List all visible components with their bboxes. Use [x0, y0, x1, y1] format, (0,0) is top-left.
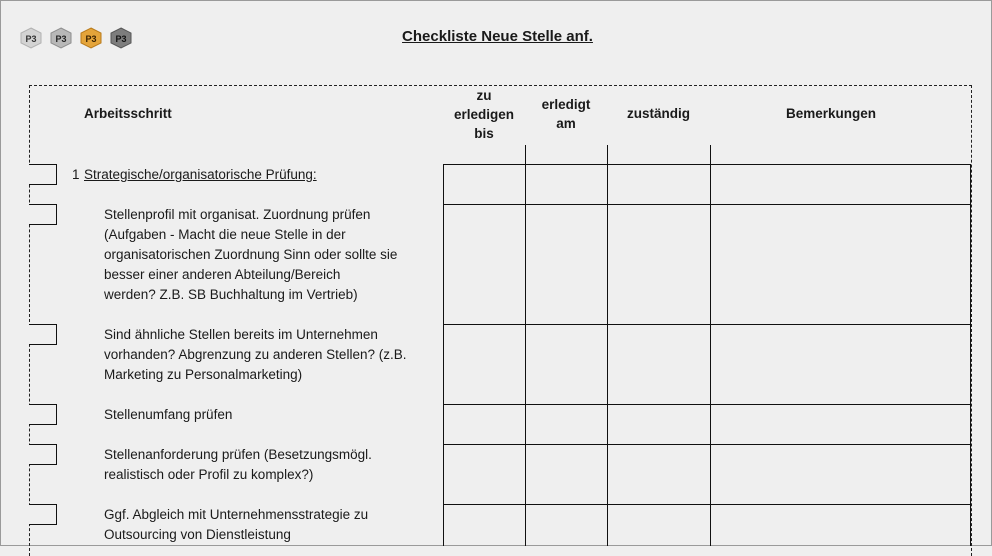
grid-line — [970, 164, 971, 546]
item-line: Stellenprofil mit organisat. Zuordnung prüfen — [104, 207, 371, 222]
logo-text: P3 — [85, 34, 97, 44]
checklist-item — [104, 205, 434, 305]
header-step: Arbeitsschritt — [84, 106, 172, 121]
header-remarks: Bemerkungen — [785, 106, 877, 121]
header-due-line: zu — [476, 88, 492, 103]
p3-logo-icon — [110, 27, 132, 49]
header-done-line: am — [556, 116, 576, 131]
item-line: organisatorischen Zuordnung Sinn oder sollte sie — [104, 247, 398, 262]
print-area-border — [29, 85, 972, 556]
item-line: vorhanden? Abgrenzung zu anderen Stellen? (z.B. — [104, 347, 407, 362]
item-line: Outsourcing von Dienstleistung — [104, 527, 291, 542]
p3-logo-icon — [80, 27, 102, 49]
grid-line — [443, 204, 971, 205]
p3-logo-icon — [20, 27, 42, 49]
p3-logo-icon — [50, 27, 72, 49]
row-checkbox[interactable] — [29, 324, 57, 345]
item-line: Ggf. Abgleich mit Unternehmensstrategie zu — [104, 507, 369, 522]
grid-line — [443, 444, 971, 445]
grid-line — [443, 404, 971, 405]
item-line: Stellenumfang prüfen — [104, 407, 233, 422]
header-due-line: erledigen — [453, 107, 515, 122]
row-checkbox[interactable] — [29, 164, 57, 185]
item-line: werden? Z.B. SB Buchhaltung im Vertrieb) — [104, 287, 358, 302]
header-responsible: zuständig — [627, 106, 690, 121]
header-due — [443, 86, 525, 143]
item-line: Marketing zu Personalmarketing) — [104, 367, 303, 382]
checklist-item — [104, 505, 434, 545]
item-line: (Aufgaben - Macht die neue Stelle in der — [104, 227, 346, 242]
checklist-item — [104, 405, 434, 425]
grid-line — [710, 145, 711, 546]
item-line: besser einer anderen Abteilung/Bereich — [104, 267, 341, 282]
logo-text: P3 — [25, 34, 37, 44]
header-done — [525, 95, 607, 133]
checklist-item — [104, 445, 434, 485]
grid-line — [443, 164, 444, 546]
row-checkbox[interactable] — [29, 504, 57, 525]
row-checkbox[interactable] — [29, 444, 57, 465]
grid-line — [525, 145, 526, 546]
checklist-item — [104, 325, 434, 385]
logo-text: P3 — [115, 34, 127, 44]
section-number: 1 — [72, 167, 80, 182]
header-due-line: bis — [474, 126, 494, 141]
header-done-line: erledigt — [541, 97, 591, 112]
grid-line — [443, 504, 971, 505]
section-title: Strategische/organisatorische Prüfung: — [84, 167, 317, 182]
logo-text: P3 — [55, 34, 67, 44]
item-line: realistisch oder Profil zu komplex?) — [104, 467, 314, 482]
grid-line — [443, 324, 971, 325]
row-checkbox[interactable] — [29, 404, 57, 425]
grid-line — [443, 164, 971, 165]
item-line: Sind ähnliche Stellen bereits im Unternehmen — [104, 327, 378, 342]
item-line: Stellenanforderung prüfen (Besetzungsmögl. — [104, 447, 372, 462]
page-title: Checkliste Neue Stelle anf. — [402, 28, 593, 45]
grid-line — [607, 145, 608, 546]
row-checkbox[interactable] — [29, 204, 57, 225]
